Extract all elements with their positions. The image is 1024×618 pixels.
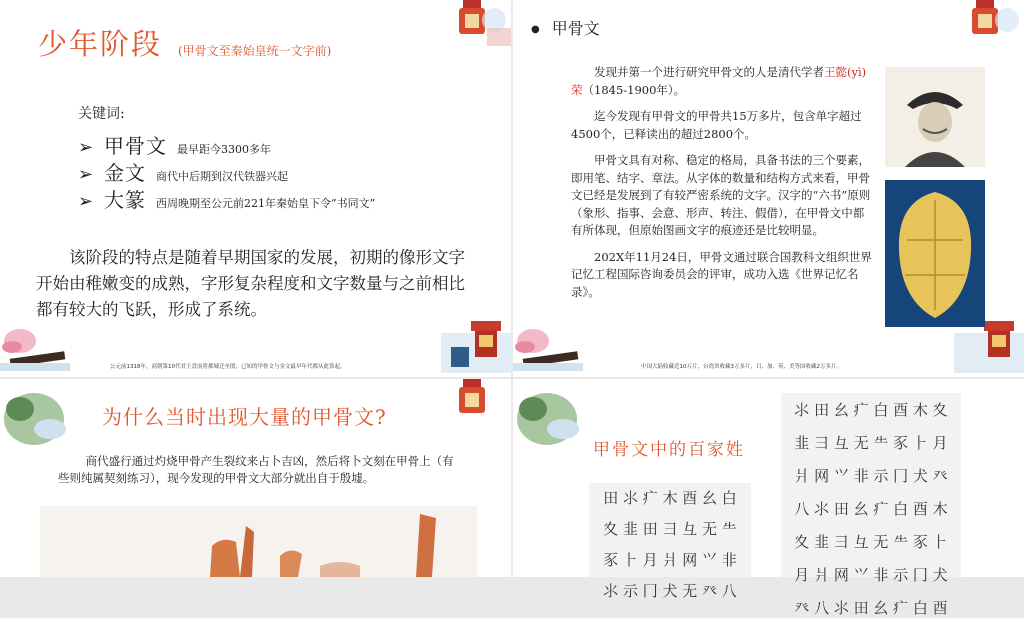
chinese-lantern-decoration <box>952 0 1024 46</box>
keyword-desc: 最早距今3300多年 <box>177 143 271 156</box>
unesco-paragraph: 202X年11月24日，甲骨文通过联合国教科文组织世界记忆工程国际咨询委员会的评审，成功入选《世界记忆名录》。 <box>571 249 872 299</box>
chinese-lantern-decoration <box>439 379 511 425</box>
oracle-surname-glyphs-image: ⽥ ⺢ ⽧ ⽊ ⾣ ⺓ ⽩ ⼢ ⾲ ⽥ ⺕ ⺔ ⽆ ⺧ ⾗ ⺊ ⽉ ⽙ ⽹ ⺍ ⾮ ⺢ ⽰ ⼌ ⽝ ⽆ ⽨ ⼋ <box>589 483 751 577</box>
keyword-list <box>78 130 375 211</box>
keyword-item <box>78 157 375 184</box>
chinese-lantern-decoration <box>439 0 511 46</box>
keywords-label: 关键词: <box>78 106 125 122</box>
footnote: 公元前1318年，商朝第10代君王盘庚将都城迁至殷，已知的甲骨文与金文最早年代都从此算起。 <box>110 364 346 370</box>
oracle-surname-glyphs-chart-image: ⺢ ⽥ ⺓ ⽧ ⽩ ⾣ ⽊ ⼢ ⾲ ⺕ ⺔ ⽆ ⺧ ⾗ ⺊ ⽉ ⽙ ⽹ ⺍ ⾮ ⽰ ⼌ ⽝ ⽨ ⼋ ⺢ ⽥ ⺓ ⽧ ⽩ ⾣ ⽊ ⼢ ⾲ ⺕ ⺔ ⽆ ⺧ ⾗ ⺊ ⽉ ⽙ ⽹ ⺍ ⾮ ⽰ ⼌ ⽝ ⽨ ⼋ ⺢ ⽥ ⺓ ⽧ ⽩ ⾣ <box>781 393 961 577</box>
stage-description: 该阶段的特点是随着早期国家的发展，初期的像形文字开始由稚嫩变的成熟，字形复杂程度和文字数量与之前相比都有较大的飞跃，形成了系统。 <box>36 248 465 319</box>
keyword-item <box>78 130 375 157</box>
keyword-term: 金文 <box>104 161 146 185</box>
lotus-guqin-decoration <box>0 321 70 371</box>
keyword-desc: 商代中后期到汉代铁器兴起 <box>156 170 288 183</box>
slide-baijiaxing[interactable] <box>513 379 1024 617</box>
slide-why-many-oracle-bones[interactable] <box>0 379 511 577</box>
landscape-painting-decoration <box>513 379 593 457</box>
slide-title: 为什么当时出现大量的甲骨文? <box>102 405 387 429</box>
bronze-vessels-illustration <box>40 506 477 577</box>
slide-title: 甲骨文中的百家姓 <box>593 440 745 460</box>
keyword-term: 大篆 <box>104 188 146 212</box>
slide-jiaguwen[interactable] <box>513 0 1024 377</box>
slide-shaonian-jieduan[interactable] <box>0 0 511 377</box>
section-heading-text: 甲骨文 <box>551 19 600 38</box>
wang-yirong-name: 王懿(yì)荣 <box>571 65 867 97</box>
slide-title: 少年阶段 <box>38 27 163 61</box>
bullet-dot-icon: ● <box>531 24 540 35</box>
discoverer-paragraph: 发现并第一个进行研究甲骨文的人是清代学者王懿(yì)荣（1845-1900年）。 <box>571 65 867 97</box>
arrow-bullet-icon: ➢ <box>78 137 94 158</box>
lotus-guqin-decoration <box>513 321 583 371</box>
oracle-bone-shell-image <box>885 180 985 327</box>
keyword-term: 甲骨文 <box>104 134 167 158</box>
keyword-item <box>78 184 375 211</box>
slide-subtitle: (甲骨文至秦始皇统一文字前) <box>178 44 332 58</box>
arrow-bullet-icon: ➢ <box>78 164 94 185</box>
structure-paragraph: 甲骨文具有对称、稳定的格局，具备书法的三个要素，即用笔、结字、章法。从字体的数量和结构方式来看，甲骨文已经是发展到了有较严密系统的文字。汉字的“六书”原则（象形、指事、会意、形声、转注、假借），在甲骨文中都有所体现，但原始图画文字的痕迹还是比较明显。 <box>571 153 871 237</box>
wang-yirong-portrait-image <box>885 67 985 167</box>
jiaguwen-text-block <box>571 64 873 310</box>
quantity-paragraph: 迄今发现有甲骨文的甲骨共15万多片，包含单字超过4500个，已释读出的超过2800个。 <box>571 109 862 141</box>
arrow-bullet-icon: ➢ <box>78 191 94 212</box>
keyword-desc: 西周晚期至公元前221年秦始皇下令“书同文” <box>156 197 376 210</box>
divination-explanation: 商代盛行通过灼烧甲骨产生裂纹来占卜吉凶，然后将卜文刻在甲骨上（有些则纯属契刻练习），现今发现的甲骨文大部分就出自于殷墟。 <box>58 454 454 485</box>
section-heading <box>531 16 600 39</box>
landscape-painting-decoration <box>0 379 80 457</box>
footnote: 中国大陆收藏近10万片，台湾省收藏3万多片，日、加、英、美等国收藏2万多片。 <box>641 364 842 370</box>
